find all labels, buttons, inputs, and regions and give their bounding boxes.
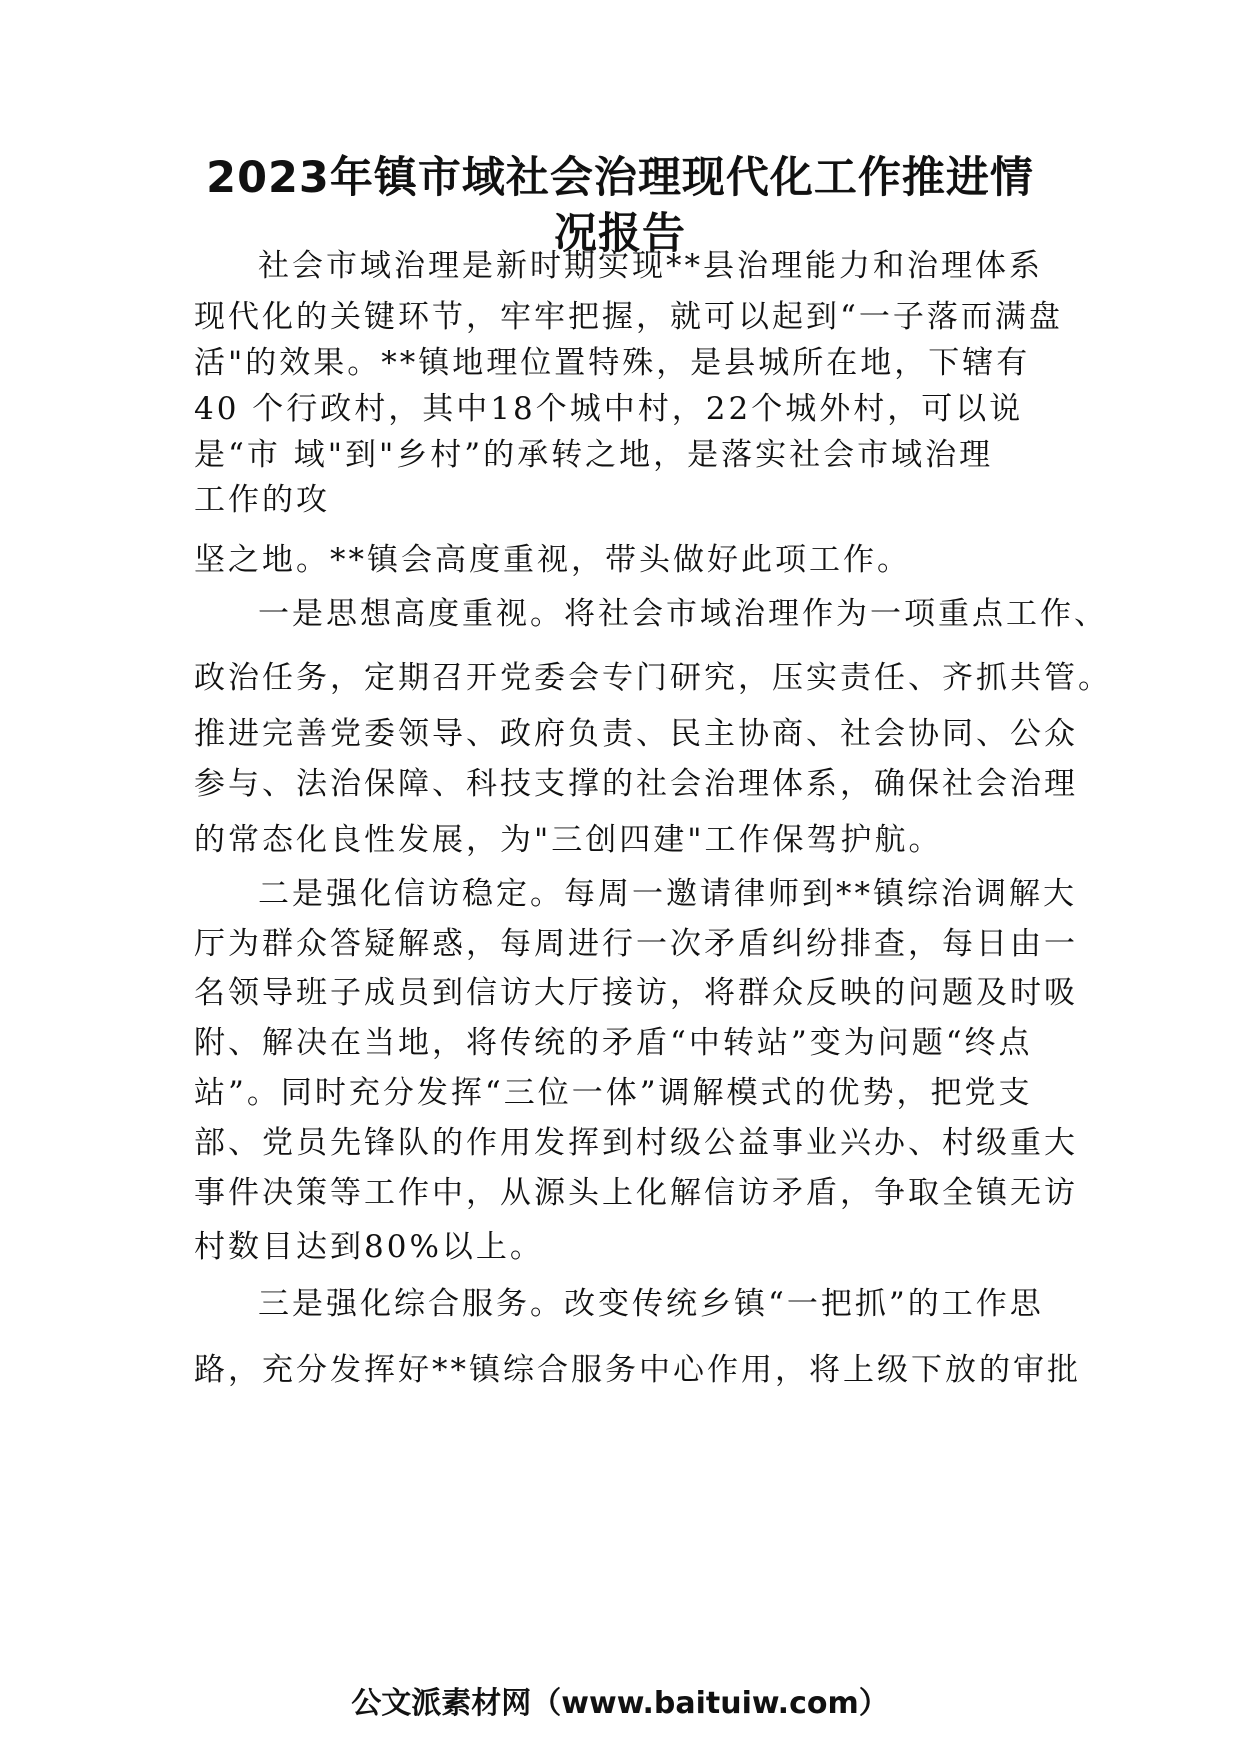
body-line: 站”。同时充分发挥“三位一体”调解模式的优势，把党支: [194, 1075, 1033, 1111]
body-line: 附、解决在当地，将传统的矛盾“中转站”变为问题“终点: [194, 1025, 1033, 1061]
body-line: 现代化的关键环节，牢牢把握，就可以起到“一子落而满盘: [194, 299, 1063, 335]
body-line: 参与、法治保障、科技支撑的社会治理体系，确保社会治理: [194, 766, 1078, 802]
body-line: 40 个行政村，其中18个城中村，22个城外村，可以说: [194, 391, 1024, 427]
body-line: 二是强化信访稳定。每周一邀请律师到**镇综治调解大: [258, 876, 1077, 912]
body-line: 部、党员先锋队的作用发挥到村级公益事业兴办、村级重大: [194, 1125, 1078, 1161]
body-line: 村数目达到80%以上。: [194, 1229, 544, 1265]
body-line: 政治任务，定期召开党委会专门研究，压实责任、齐抓共管。: [194, 660, 1112, 696]
body-line: 社会市域治理是新时期实现**县治理能力和治理体系: [258, 248, 1043, 284]
title-line-1: 2023年镇市域社会治理现代化工作推进情: [206, 153, 1034, 203]
body-line: 事件决策等工作中，从源头上化解信访矛盾，争取全镇无访: [194, 1175, 1078, 1211]
body-line: 活"的效果。**镇地理位置特殊，是县城所在地，下辖有: [194, 345, 1031, 381]
body-line: 推进完善党委领导、政府负责、民主协商、社会协同、公众: [194, 716, 1078, 752]
body-line: 是“市 域"到"乡村”的承转之地，是落实社会市域治理: [194, 437, 994, 473]
body-line: 厅为群众答疑解惑，每周进行一次矛盾纠纷排查，每日由一: [194, 926, 1078, 962]
body-line: 路，充分发挥好**镇综合服务中心作用，将上级下放的审批: [194, 1352, 1081, 1388]
body-line: 的常态化良性发展，为"三创四建"工作保驾护航。: [194, 822, 943, 858]
body-line: 名领导班子成员到信访大厅接访，将群众反映的问题及时吸: [194, 975, 1078, 1011]
body-line: 工作的攻: [194, 482, 330, 518]
title-line-2: 况报告: [554, 209, 686, 259]
footer-watermark: 公文派素材网（www.baituiw.com）: [351, 1686, 889, 1721]
body-line: 坚之地。**镇会高度重视，带头做好此项工作。: [194, 542, 911, 578]
body-line: 三是强化综合服务。改变传统乡镇“一把抓”的工作思: [258, 1286, 1044, 1322]
body-line: 一是思想高度重视。将社会市域治理作为一项重点工作、: [258, 596, 1108, 632]
